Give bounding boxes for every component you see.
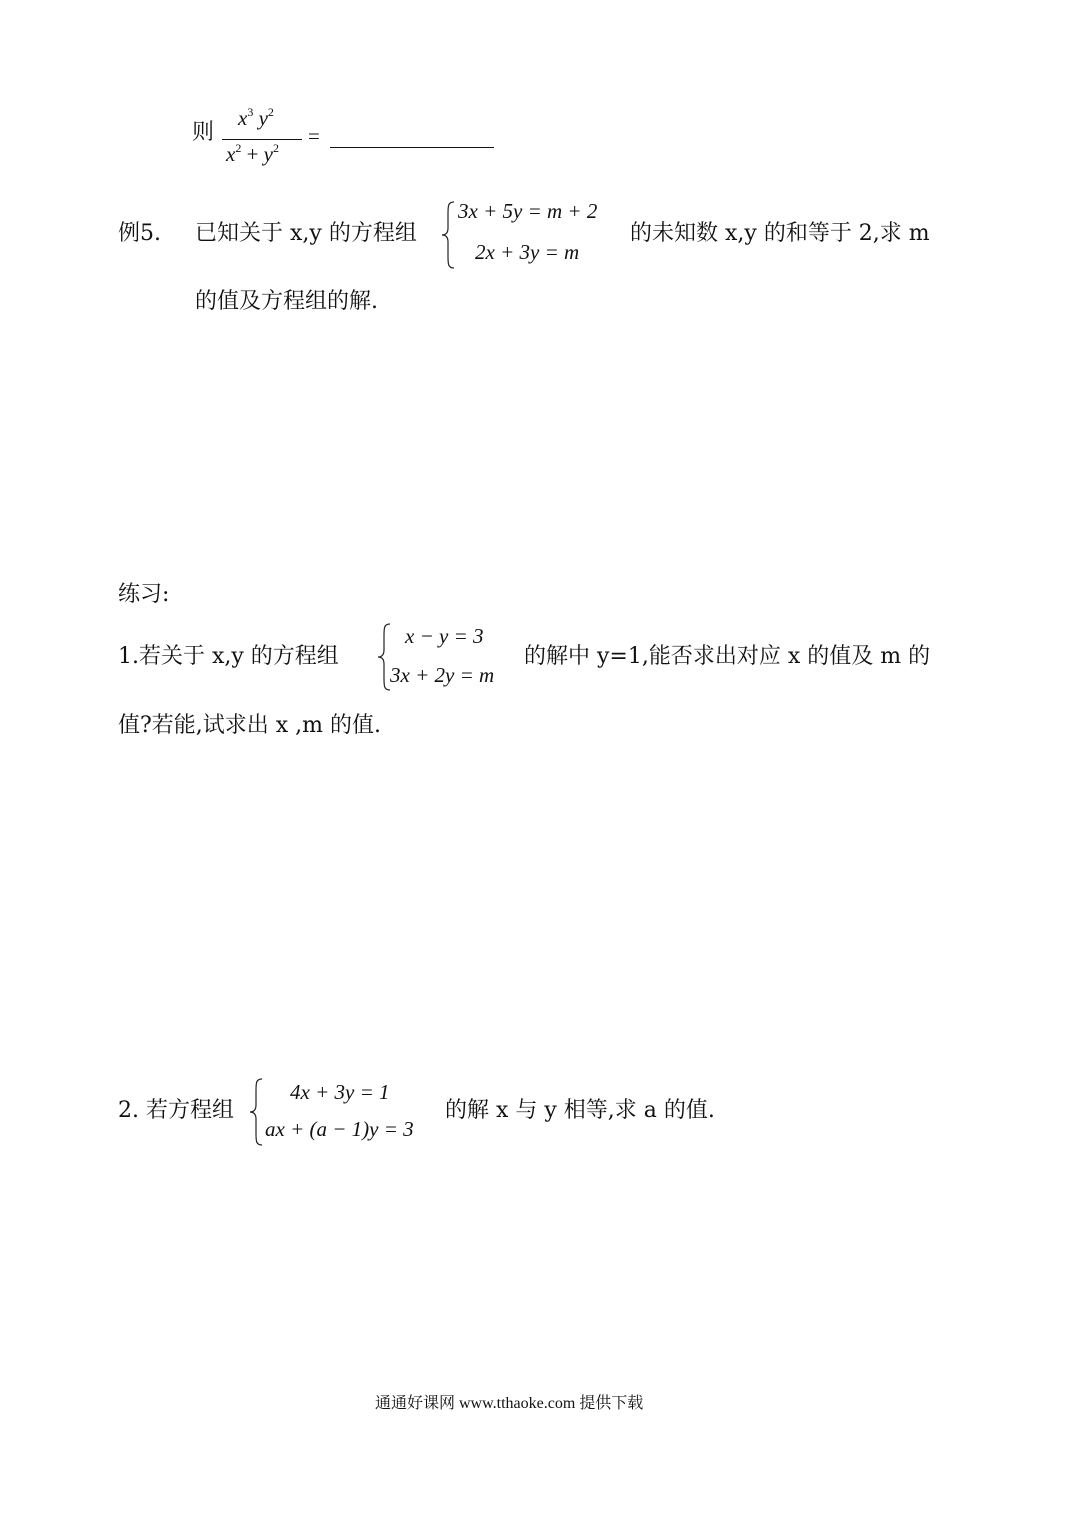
fraction-equals: =: [308, 124, 320, 148]
practice-q2-text-before: 2. 若方程组: [118, 1098, 234, 1123]
page-footer: 通通好课网 www.tthaoke.com 提供下载: [375, 1395, 644, 1412]
example5-label: 例5.: [118, 221, 161, 246]
example5-eq2: 2x + 3y = m: [475, 240, 580, 264]
practice-q2-text-after: 的解 x 与 y 相等,求 a 的值.: [445, 1098, 715, 1123]
practice-heading: 练习:: [118, 582, 170, 607]
practice-q2-eq2: ax + (a − 1)y = 3: [265, 1117, 414, 1141]
fraction-numerator: $x^3$ $y^2$: [238, 105, 274, 130]
practice-q2-eq1: 4x + 3y = 1: [290, 1080, 390, 1104]
fraction-prefix: 则: [192, 120, 215, 145]
practice-q1-eq1: x − y = 3: [405, 624, 484, 648]
example5-line2: 的值及方程组的解.: [195, 289, 378, 314]
example5-brace: [440, 200, 456, 270]
example5-text-before: 已知关于 x,y 的方程组: [195, 221, 417, 246]
practice-q1-line2: 值?若能,试求出 x ,m 的值.: [118, 713, 382, 738]
fraction-bar: [222, 139, 302, 140]
practice-q1-text-before: 1.若关于 x,y 的方程组: [118, 644, 339, 669]
practice-q1-eq2: 3x + 2y = m: [390, 663, 495, 687]
answer-blank: [330, 147, 494, 148]
example5-text-after: 的未知数 x,y 的和等于 2,求 m: [630, 221, 930, 246]
practice-q2-brace: [248, 1077, 264, 1147]
fraction-denominator: $x^2 + y^2$: [226, 141, 279, 166]
practice-q1-text-after: 的解中 y=1,能否求出对应 x 的值及 m 的: [524, 644, 931, 669]
example5-eq1: 3x + 5y = m + 2: [458, 199, 598, 223]
